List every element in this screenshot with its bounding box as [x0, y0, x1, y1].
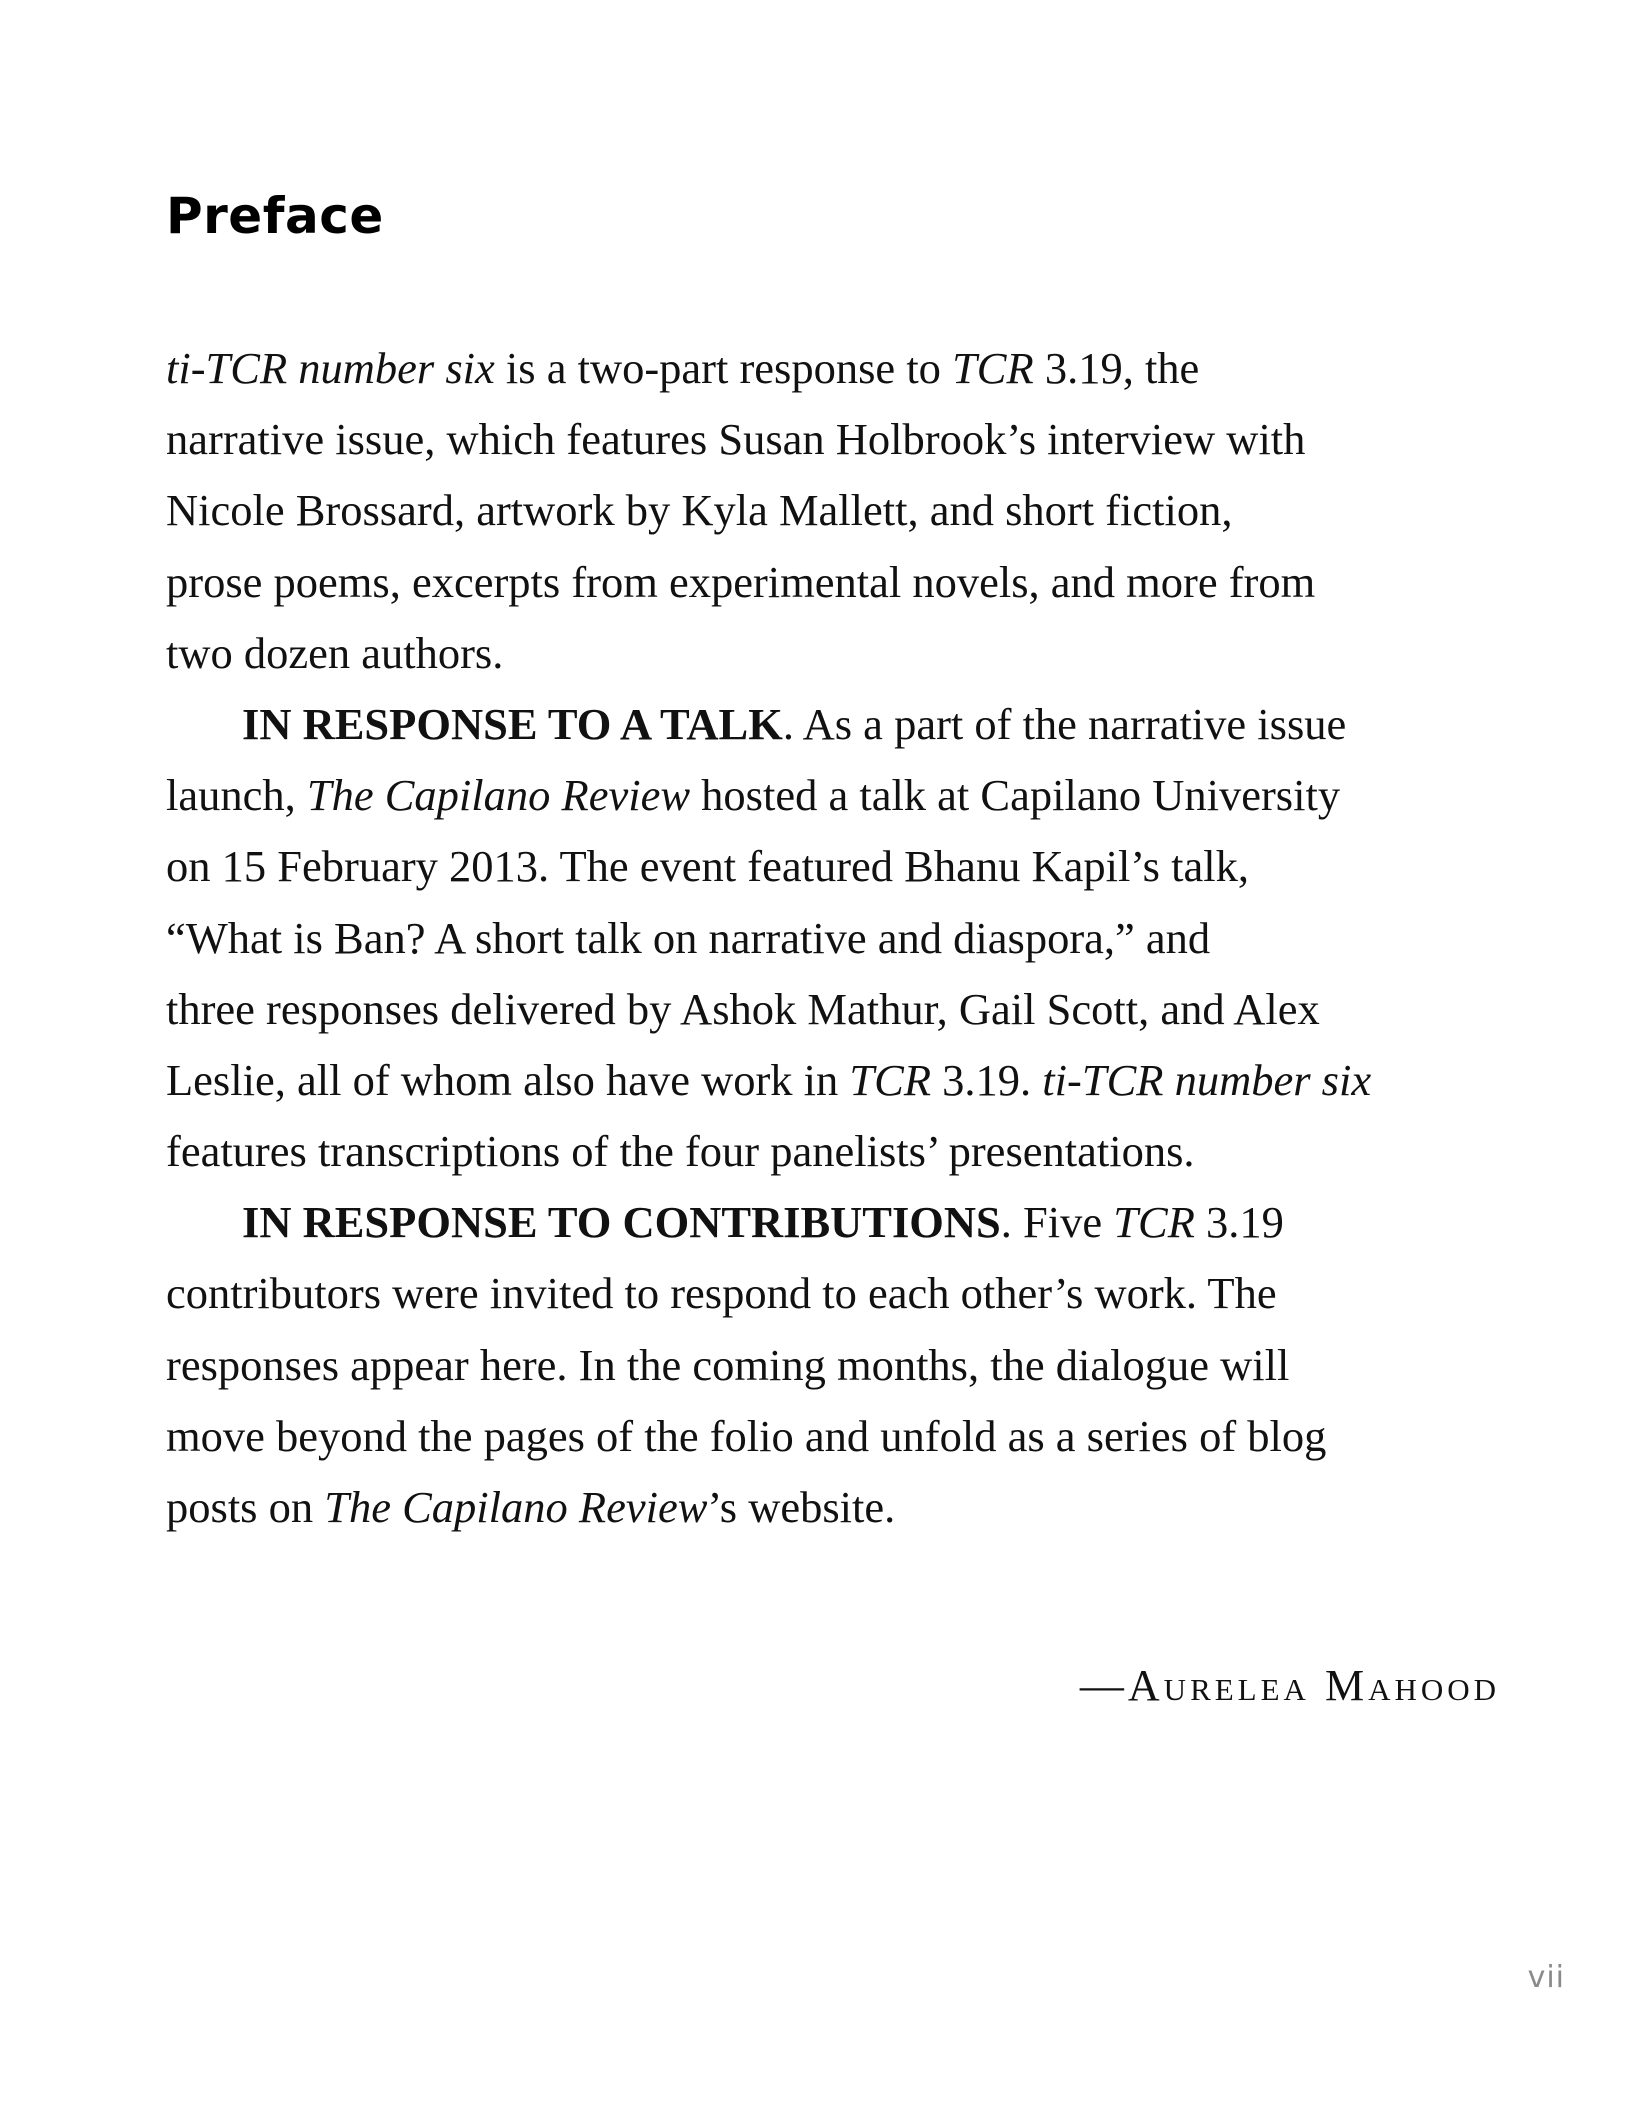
text-line [166, 547, 1506, 618]
text-line [166, 1472, 1506, 1543]
italic-title-run: TCR [1113, 1197, 1195, 1248]
text-line [166, 903, 1506, 974]
section-heading-run: IN RESPONSE TO A TALK [242, 698, 783, 749]
italic-title-run: The Capilano Review [324, 1482, 708, 1532]
italic-title-run: ti-TCR number six [166, 343, 495, 393]
preface-body [166, 333, 1506, 1543]
text-line [166, 831, 1506, 902]
text-run: hosted a talk at Capilano University [690, 770, 1341, 821]
text-run: on 15 February 2013. The event featured Bhanu Kapil’s talk, [166, 841, 1249, 892]
text-line [166, 974, 1506, 1045]
text-line [166, 333, 1506, 404]
text-line [166, 1330, 1506, 1401]
page-title: Preface [166, 187, 384, 245]
text-line [166, 475, 1506, 546]
text-line [166, 1401, 1506, 1472]
text-run: . As a part of the narrative issue [782, 698, 1347, 749]
italic-title-run: TCR [952, 343, 1034, 393]
text-line [166, 618, 1506, 689]
text-line [166, 760, 1506, 831]
text-line [166, 689, 1506, 760]
text-run: ’s website. [707, 1482, 896, 1532]
text-run: “What is Ban? A short talk on narrative and diaspora,” and [166, 912, 1211, 963]
paragraph [166, 689, 1506, 1187]
text-line [166, 404, 1506, 475]
paragraph [166, 333, 1506, 689]
text-line [166, 1116, 1506, 1187]
paragraph [166, 1187, 1506, 1543]
text-run: narrative issue, which features Susan Holbrook’s interview with [166, 414, 1306, 465]
author-signature: —Aurelea Mahood [1079, 1661, 1500, 1710]
text-run: Leslie, all of whom also have work in [166, 1054, 850, 1105]
italic-title-run: The Capilano Review [306, 770, 691, 821]
text-run: three responses delivered by Ashok Mathur, Gail Scott, and Alex [166, 983, 1320, 1034]
text-run: prose poems, excerpts from experimental novels, and more from [166, 556, 1316, 607]
text-run: . Five [1000, 1197, 1114, 1248]
text-run: is a two-part response to [494, 343, 953, 393]
text-run: responses appear here. In the coming months, the dialogue will [166, 1339, 1290, 1390]
page-number: vii [1527, 1960, 1565, 1995]
text-run: move beyond the pages of the folio and unfold as a series of blog [166, 1410, 1327, 1461]
text-line [166, 1258, 1506, 1329]
text-run: 3.19 [1194, 1197, 1284, 1248]
text-run: launch, [166, 770, 307, 821]
text-run: 3.19. [931, 1054, 1043, 1105]
italic-title-run: TCR [849, 1054, 932, 1105]
section-heading-run: IN RESPONSE TO CONTRIBUTIONS [242, 1197, 1001, 1248]
text-line [166, 1045, 1506, 1116]
text-run: two dozen authors. [166, 627, 504, 678]
text-run: features transcriptions of the four panelists’ presentations. [166, 1126, 1195, 1177]
text-run: 3.19, the [1033, 343, 1200, 393]
text-run: posts on [166, 1482, 325, 1532]
text-line [166, 1187, 1506, 1258]
text-run: contributors were invited to respond to each other’s work. The [166, 1268, 1277, 1319]
italic-title-run: ti-TCR number six [1042, 1054, 1372, 1105]
text-run: Nicole Brossard, artwork by Kyla Mallett, and short fiction, [166, 485, 1233, 536]
